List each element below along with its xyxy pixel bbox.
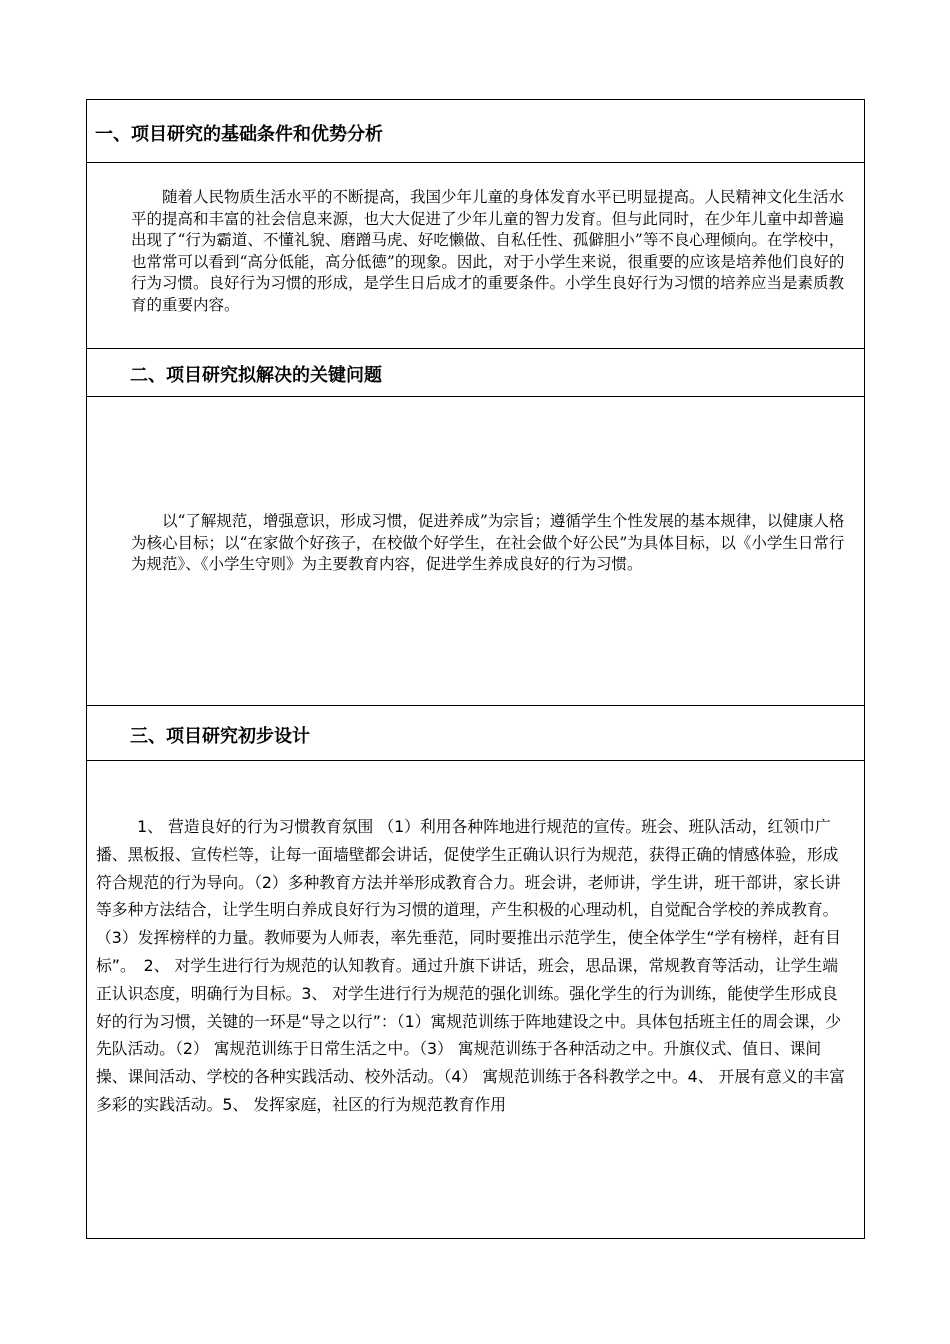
section-1-heading: 一、项目研究的基础条件和优势分析 xyxy=(95,124,383,145)
section-2-heading: 二、项目研究拟解决的关键问题 xyxy=(130,365,382,386)
section-2-body-row xyxy=(87,396,864,705)
project-form-table xyxy=(86,99,865,1239)
section-1-body-row xyxy=(87,162,864,348)
section-1-body: 随着人民物质生活水平的不断提高，我国少年儿童的身体发育水平已明显提高。人民精神文化生活水平的提高和丰富的社会信息来源，也大大促进了少年儿童的智力发育。但与此同时，在少年儿童中却普遍出现了“行为霸道、不懂礼貌、磨蹭马虎、好吃懒做、自私任性、孤僻胆小”等不良心理倾向。在学校中，也常常可以看到“高分低能，高分低德”的现象。因此，对于小学生来说，很重要的应该是培养他们良好的行为习惯。良好行为习惯的形成，是学生日后成才的重要条件。小学生良好行为习惯的培养应当是素质教育的重要内容。 xyxy=(131,188,845,314)
section-3-heading-row xyxy=(87,705,864,760)
section-2-heading-row xyxy=(87,348,864,396)
section-3-body: 1、 营造良好的行为习惯教育氛围 （1）利用各种阵地进行规范的宣传。班会、班队活动，红领巾广播、黑板报、宣传栏等，让每一面墙壁都会讲话，促使学生正确认识行为规范，获得正确的情感体验，形成符合规范的行为导向。（2）多种教育方法并举形成教育合力。班会讲，老师讲，学生讲，班干部讲，家长讲等多种方法结合，让学生明白养成良好行为习惯的道理，产生积极的心理动机，自觉配合学校的养成教育。（3）发挥榜样的力量。教师要为人师表，率先垂范，同时要推出示范学生，使全体学生“学有榜样，赶有目标”。 2、 对学生进行行为规范的认知教育。通过升旗下讲话，班会，思品课，常规教育等活动，让学生端正认识态度，明确行为目标。3、 对学生进行行为规范的强化训练。强化学生的行为训练，能使学生形成良好的行为习惯，关键的一环是“导之以行”：（1）寓规范训练于阵地建设之中。具体包括班主任的周会课，少先队活动。（2） 寓规范训练于日常生活之中。（3） 寓规范训练于各种活动之中。升旗仪式、值日、课间操、课间活动、学校的各种实践活动、校外活动。（4） 寓规范训练于各科教学之中。4、 开展有意义的丰富多彩的实践活动。5、 发挥家庭，社区的行为规范教育作用 xyxy=(96,817,845,1114)
section-1-heading-row xyxy=(87,100,864,162)
section-2-body: 以“了解规范，增强意识，形成习惯，促进养成”为宗旨；遵循学生个性发展的基本规律，以健康人格为核心目标；以“在家做个好孩子，在校做个好学生，在社会做个好公民”为具体目标，以《小学生日常行为规范》、《小学生守则》为主要教育内容，促进学生养成良好的行为习惯。 xyxy=(131,512,845,573)
section-3-body-row xyxy=(87,760,864,1238)
section-3-heading: 三、项目研究初步设计 xyxy=(130,726,310,747)
